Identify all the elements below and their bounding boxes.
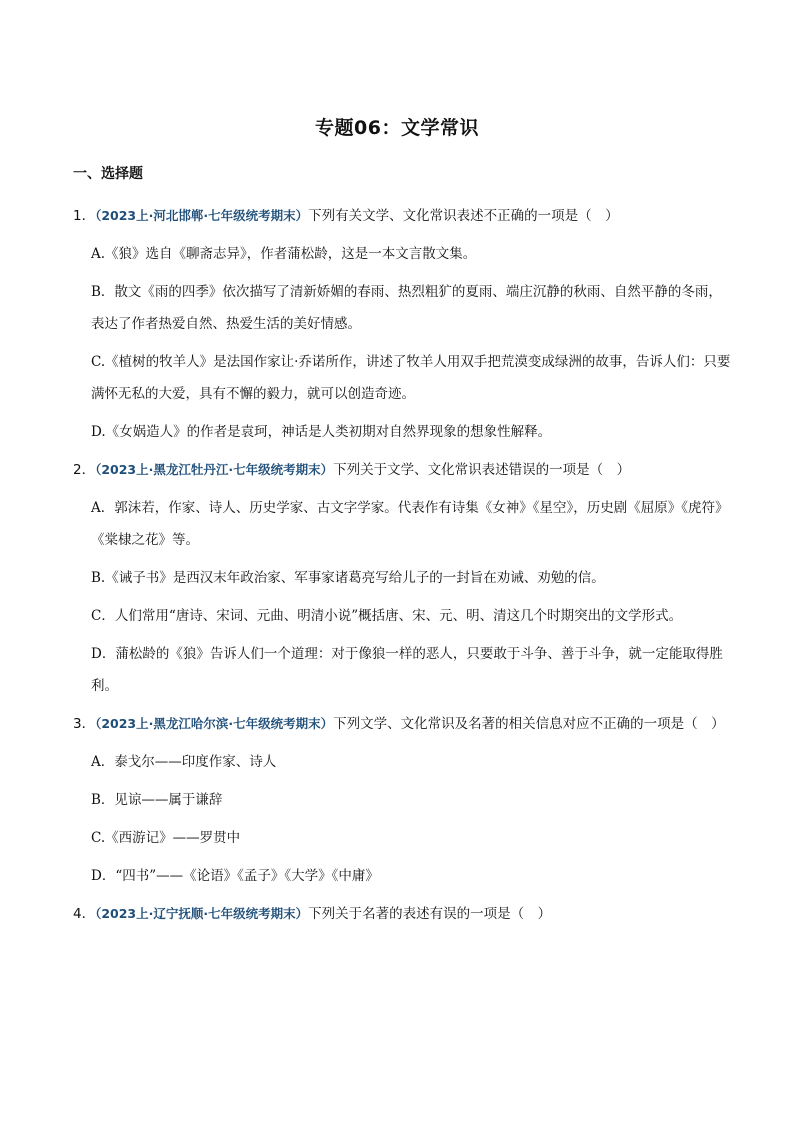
section-heading: 一、选择题: [73, 166, 143, 182]
question-4: [73, 898, 733, 930]
option-a: A.《狼》选自《聊斋志异》，作者蒲松龄，这是一本文言散文集。: [91, 246, 477, 262]
option-c: C.《西游记》——罗贯中: [91, 830, 241, 846]
question-number: 4．: [73, 906, 96, 922]
question-text: 下列关于文学、文化常识表述错误的一项是（ ）: [333, 462, 631, 478]
question-stem: [73, 200, 733, 232]
question-text: 下列有关文学、文化常识表述不正确的一项是（ ）: [308, 208, 619, 224]
question-text: 下列关于名著的表述有误的一项是（ ）: [308, 906, 552, 922]
option-b: B．散文《雨的四季》依次描写了清新娇媚的春雨、热烈粗犷的夏雨、端庄沉静的秋雨、自然平静的冬雨，表达了作者热爱自然、热爱生活的美好情感。: [91, 284, 722, 332]
option-b: B.《诫子书》是西汉末年政治家、军事家诸葛亮写给儿子的一封旨在劝诫、劝勉的信。: [91, 570, 605, 586]
option-a: A．泰戈尔——印度作家、诗人: [91, 754, 277, 770]
question-3: [73, 708, 733, 892]
option-d: D．蒲松龄的《狼》告诉人们一个道理：对于像狼一样的恶人，只要敢于斗争、善于斗争，就一定能取得胜利。: [91, 646, 723, 694]
question-number: 3．: [73, 716, 96, 732]
question-list: [73, 200, 733, 936]
question-number: 2．: [73, 462, 96, 478]
question-stem: [73, 708, 733, 740]
question-2: [73, 454, 733, 702]
option-a: A．郭沫若，作家、诗人、历史学家、古文字学家。代表作有诗集《女神》《星空》，历史剧《屈原》《虎符》《棠棣之花》等。: [91, 500, 729, 548]
page-title: 专题06：文学常识: [315, 117, 479, 139]
option-c: C．人们常用“唐诗、宋词、元曲、明清小说”概括唐、宋、元、明、清这几个时期突出的文学形式。: [91, 608, 683, 624]
option-c: C.《植树的牧羊人》是法国作家让·乔诺所作，讲述了牧羊人用双手把荒漠变成绿洲的故事，告诉人们：只要满怀无私的大爱，具有不懈的毅力，就可以创造奇迹。: [91, 354, 731, 402]
question-text: 下列文学、文化常识及名著的相关信息对应不正确的一项是（ ）: [333, 716, 725, 732]
question-number: 1．: [73, 208, 96, 224]
question-1: [73, 200, 733, 448]
question-stem: [73, 454, 733, 486]
option-d: D.《女娲造人》的作者是袁珂，神话是人类初期对自然界现象的想象性解释。: [91, 424, 552, 440]
question-stem: [73, 898, 733, 930]
question-source: （2023上·河北邯郸·七年级统考期末）: [95, 208, 309, 223]
question-source: （2023上·黑龙江哈尔滨·七年级统考期末）: [95, 716, 334, 731]
option-d: D．“四书”——《论语》《孟子》《大学》《中庸》: [91, 868, 379, 884]
question-source: （2023上·黑龙江牡丹江·七年级统考期末）: [95, 462, 334, 477]
question-source: （2023上·辽宁抚顺·七年级统考期末）: [95, 906, 309, 921]
option-b: B．见谅——属于谦辞: [91, 792, 223, 808]
